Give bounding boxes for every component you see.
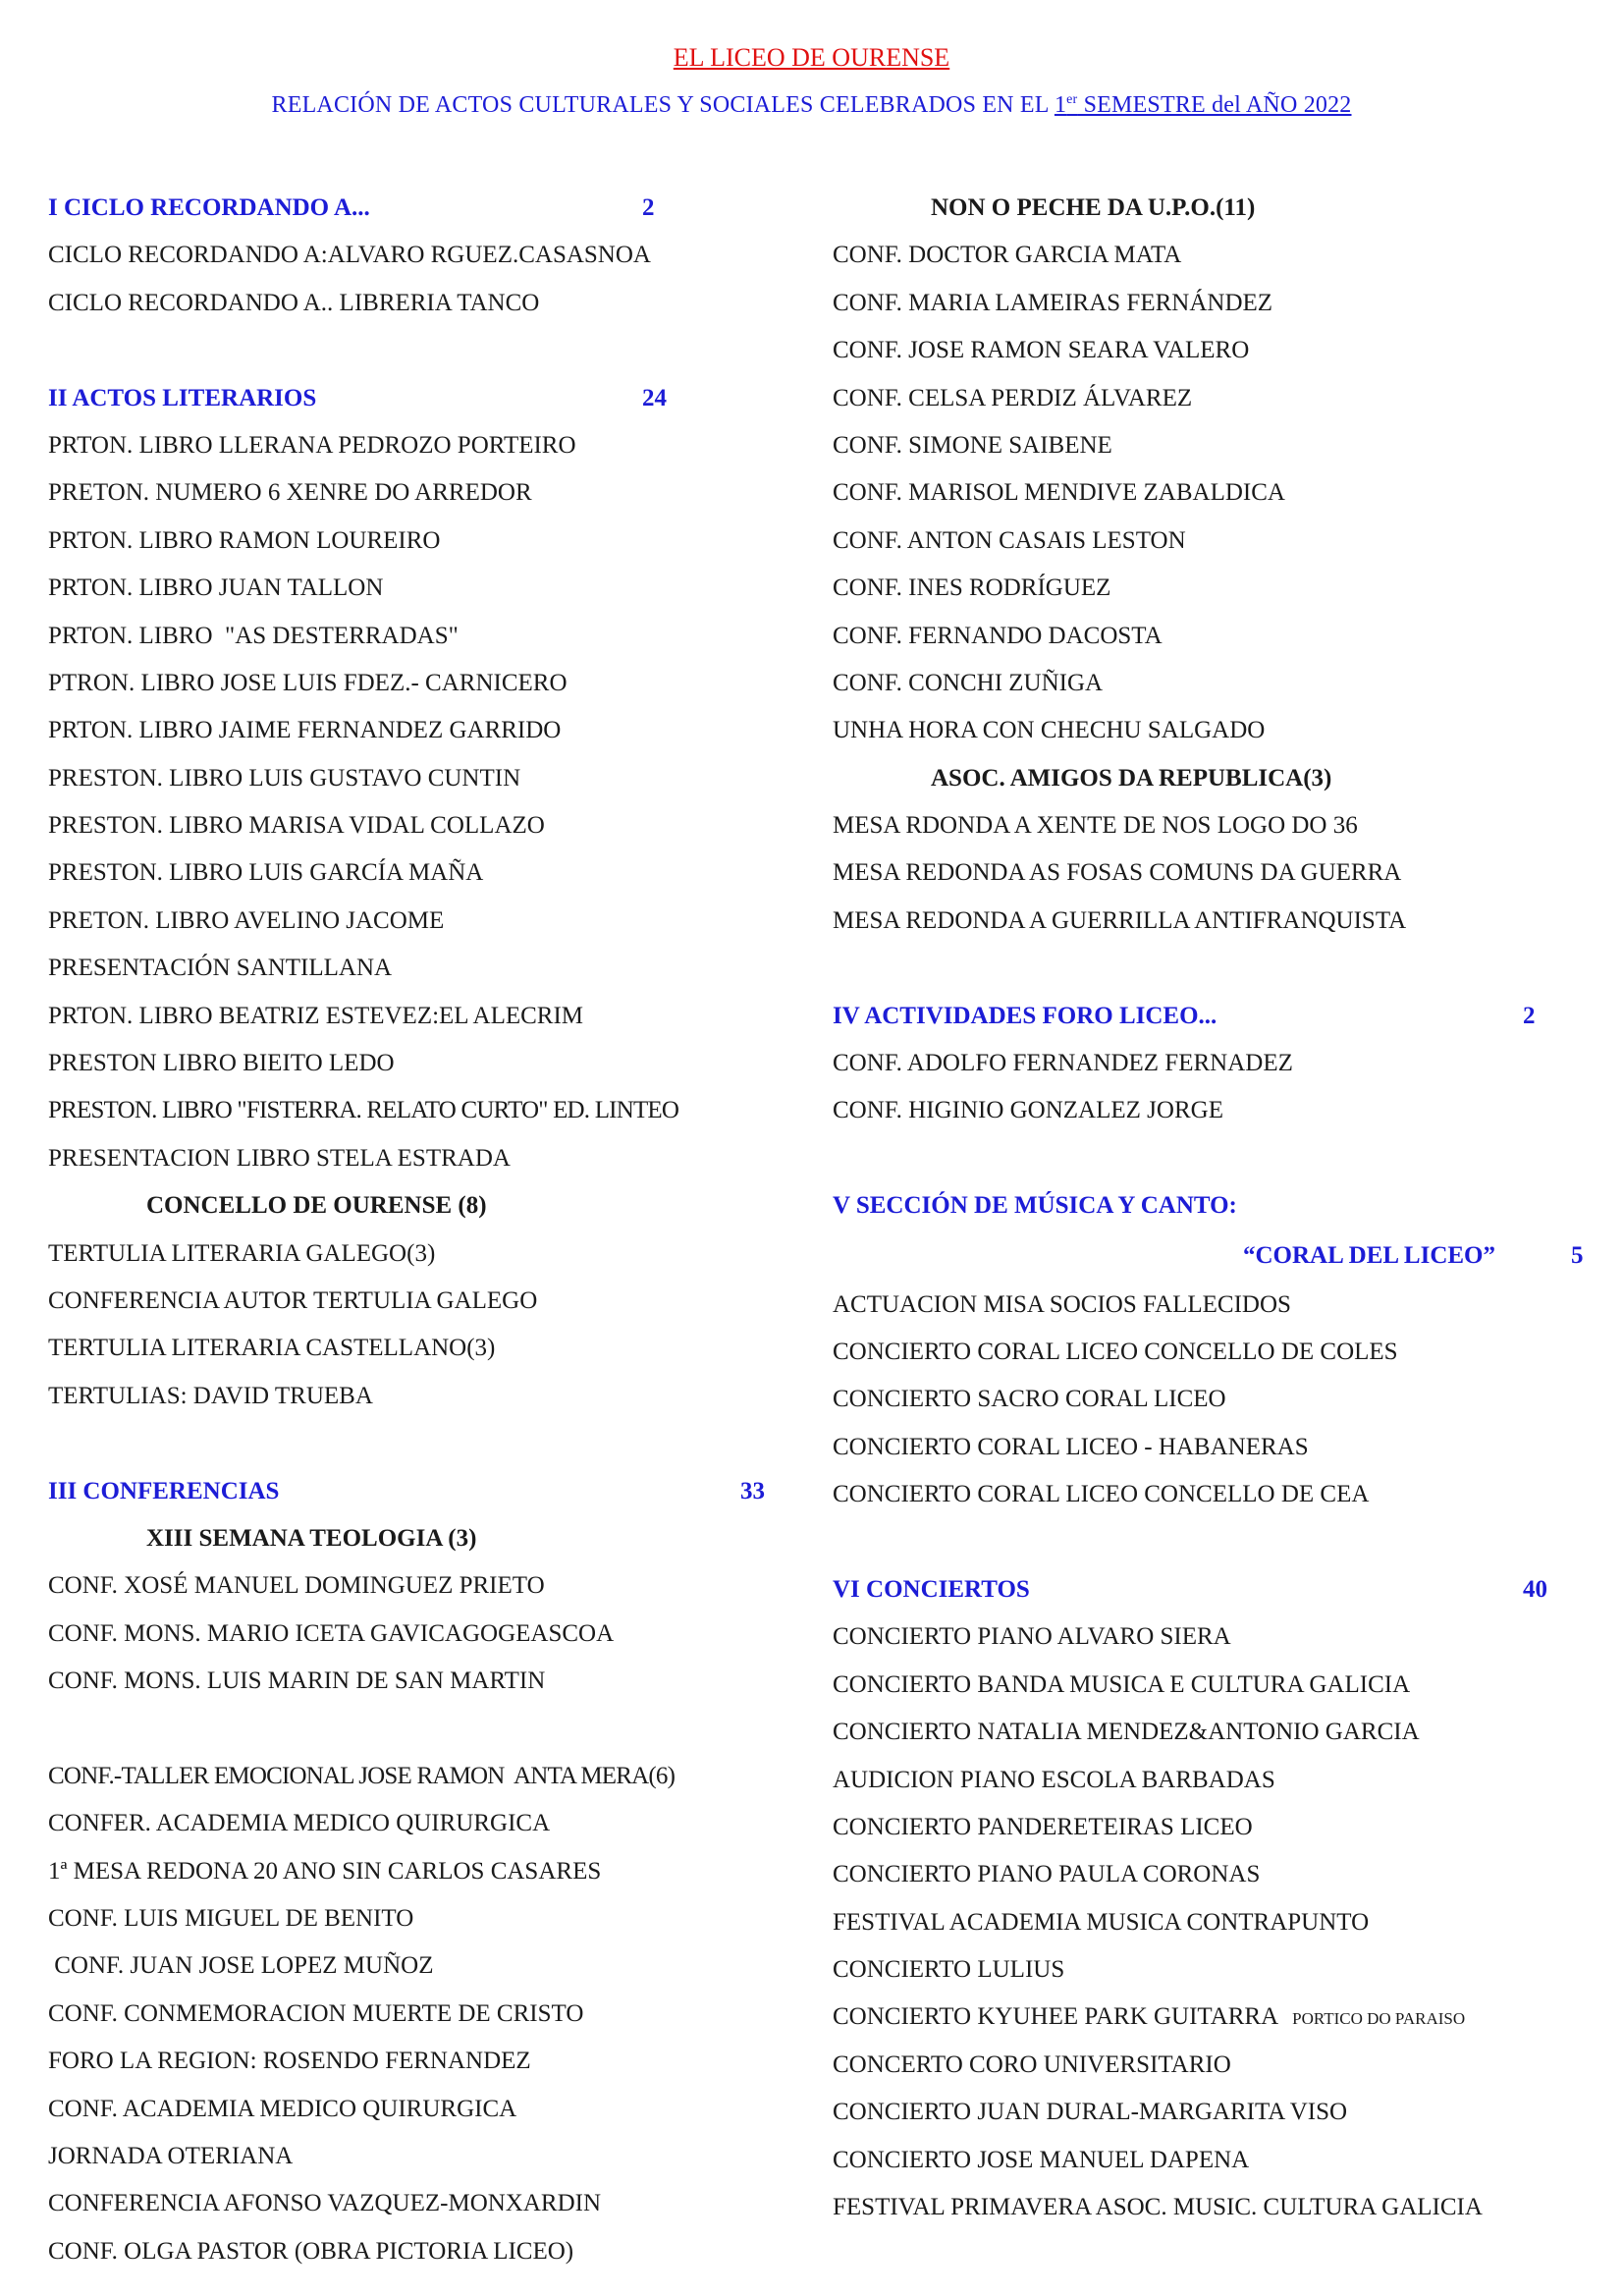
- subsection-heading: CONCELLO DE OURENSE (8): [146, 1192, 487, 1220]
- list-item: CONFERENCIA AUTOR TERTULIA GALEGO: [48, 1286, 538, 1314]
- section-heading: IV ACTIVIDADES FORO LICEO... 2: [833, 993, 1608, 1040]
- subsection-heading: “CORAL DEL LICEO” 5: [833, 1230, 1608, 1282]
- list-item: PRESTON. LIBRO LUIS GARCÍA MAÑA: [48, 859, 484, 887]
- list-item: CICLO RECORDANDO A.. LIBRERIA TANCO: [48, 289, 540, 316]
- list-item: CONF. ACADEMIA MEDICO QUIRURGICA: [48, 2095, 517, 2122]
- list-item: TERTULIA LITERARIA GALEGO(3): [48, 1239, 436, 1267]
- list-item: JORNADA OTERIANA: [48, 2143, 294, 2170]
- subsection-heading: XIII SEMANA TEOLOGIA (3): [146, 1524, 477, 1552]
- list-item: PRESENTACION LIBRO STELA ESTRADA: [48, 1144, 511, 1172]
- list-item: PRTON. LIBRO RAMON LOUREIRO: [48, 526, 441, 554]
- list-item: CONF. MARISOL MENDIVE ZABALDICA: [833, 479, 1285, 507]
- section-count: 33: [740, 1477, 765, 1504]
- list-item: CONCIERTO PANDERETEIRAS LICEO: [833, 1813, 1253, 1840]
- list-item: AUDICION PIANO ESCOLA BARBADAS: [833, 1766, 1275, 1793]
- section-heading: II ACTOS LITERARIOS 24: [48, 375, 834, 422]
- list-item: CONF. CONCHI ZUÑIGA: [833, 669, 1104, 696]
- list-item: CONCIERTO LULIUS: [833, 1956, 1065, 1984]
- list-item: CONCERTO CORO UNIVERSITARIO: [833, 2050, 1231, 2078]
- list-item: CONCIERTO BANDA MUSICA E CULTURA GALICIA: [833, 1670, 1411, 1698]
- list-item: CONF. MONS. MARIO ICETA GAVICAGOGEASCOA: [48, 1619, 615, 1647]
- section-heading: I CICLO RECORDANDO A... 2: [48, 185, 834, 232]
- list-item: MESA REDONDA A GUERRILLA ANTIFRANQUISTA: [833, 906, 1407, 934]
- document-title: EL LICEO DE OURENSE: [673, 43, 950, 72]
- section-heading: III CONFERENCIAS 33: [48, 1468, 834, 1515]
- list-item: CONF. MARIA LAMEIRAS FERNÁNDEZ: [833, 289, 1273, 316]
- list-item: CONCIERTO JUAN DURAL-MARGARITA VISO: [833, 2099, 1348, 2126]
- list-item: CONF. HIGINIO GONZALEZ JORGE: [833, 1097, 1223, 1124]
- list-item: PRESENTACIÓN SANTILLANA: [48, 955, 393, 982]
- section-count: 40: [1523, 1575, 1547, 1603]
- list-item: CONF. CONMEMORACION MUERTE DE CRISTO: [48, 1999, 584, 2027]
- list-item: CONCIERTO KYUHEE PARK GUITARRA PORTICO DO PARAISO: [833, 2003, 1466, 2031]
- list-item: PTRON. LIBRO JOSE LUIS FDEZ.- CARNICERO: [48, 669, 568, 696]
- list-item: CONF. OLGA PASTOR (OBRA PICTORIA LICEO): [48, 2237, 574, 2265]
- list-item: CONF. DOCTOR GARCIA MATA: [833, 242, 1182, 269]
- list-item: FESTIVAL PRIMAVERA ASOC. MUSIC. CULTURA GALICIA: [833, 2194, 1483, 2221]
- subsection-heading: NON O PECHE DA U.P.O.(11): [931, 194, 1256, 221]
- list-item: CONCIERTO NATALIA MENDEZ&ANTONIO GARCIA: [833, 1719, 1420, 1746]
- list-item: FESTIVAL ACADEMIA MUSICA CONTRAPUNTO: [833, 1908, 1370, 1936]
- item-note: PORTICO DO PARAISO: [1292, 2009, 1466, 2029]
- section-count: 24: [642, 384, 667, 411]
- list-item: FORO LA REGION: ROSENDO FERNANDEZ: [48, 2048, 531, 2075]
- list-item: CONFER. ACADEMIA MEDICO QUIRURGICA: [48, 1810, 551, 1837]
- list-item: CONCIERTO CORAL LICEO CONCELLO DE CEA: [833, 1481, 1370, 1508]
- list-item: PRETON. NUMERO 6 XENRE DO ARREDOR: [48, 479, 532, 507]
- list-item: CONCIERTO PIANO ALVARO SIERA: [833, 1623, 1231, 1651]
- section-heading: V SECCIÓN DE MÚSICA Y CANTO:: [833, 1192, 1237, 1220]
- list-item: CONF. MONS. LUIS MARIN DE SAN MARTIN: [48, 1667, 546, 1695]
- subsection-heading: ASOC. AMIGOS DA REPUBLICA(3): [931, 764, 1332, 792]
- list-item: CONF. SIMONE SAIBENE: [833, 431, 1112, 459]
- section-heading: VI CONCIERTOS 40: [833, 1566, 1608, 1613]
- list-item: PRESTON LIBRO BIEITO LEDO: [48, 1050, 395, 1077]
- list-item: UNHA HORA CON CHECHU SALGADO: [833, 717, 1266, 744]
- list-item: PRTON. LIBRO BEATRIZ ESTEVEZ:EL ALECRIM: [48, 1002, 584, 1029]
- section-count: 2: [1523, 1002, 1536, 1029]
- list-item: CICLO RECORDANDO A:ALVARO RGUEZ.CASASNOA: [48, 242, 651, 269]
- list-item: CONF. JOSE RAMON SEARA VALERO: [833, 337, 1250, 364]
- list-item: PRETON. LIBRO AVELINO JACOME: [48, 906, 445, 934]
- list-item: CONFERENCIA AFONSO VAZQUEZ-MONXARDIN: [48, 2190, 602, 2217]
- list-item: CONCIERTO PIANO PAULA CORONAS: [833, 1861, 1261, 1888]
- list-item: PRESTON. LIBRO MARISA VIDAL COLLAZO: [48, 812, 545, 840]
- list-item: ACTUACION MISA SOCIOS FALLECIDOS: [833, 1290, 1291, 1318]
- list-item: CONF. INES RODRÍGUEZ: [833, 574, 1111, 602]
- list-item: TERTULIAS: DAVID TRUEBA: [48, 1382, 373, 1409]
- list-item: PRTON. LIBRO LLERANA PEDROZO PORTEIRO: [48, 431, 576, 459]
- list-item: CONF. JUAN JOSE LOPEZ MUÑOZ: [48, 1952, 434, 1980]
- list-item: TERTULIA LITERARIA CASTELLANO(3): [48, 1335, 496, 1362]
- list-item: PRTON. LIBRO JUAN TALLON: [48, 574, 384, 602]
- list-item: CONCIERTO CORAL LICEO CONCELLO DE COLES: [833, 1338, 1398, 1365]
- list-item: CONF.-TALLER EMOCIONAL JOSE RAMON ANTA MERA(6): [48, 1762, 676, 1789]
- list-item: PRESTON. LIBRO LUIS GUSTAVO CUNTIN: [48, 764, 521, 792]
- list-item: 1ª MESA REDONA 20 ANO SIN CARLOS CASARES: [48, 1857, 602, 1885]
- list-item: CONF. LUIS MIGUEL DE BENITO: [48, 1905, 414, 1933]
- list-item: CONCIERTO JOSE MANUEL DAPENA: [833, 2146, 1250, 2173]
- list-item: MESA RDONDA A XENTE DE NOS LOGO DO 36: [833, 812, 1358, 840]
- list-item: CONCIERTO CORAL LICEO - HABANERAS: [833, 1433, 1309, 1460]
- list-item: CONF. XOSÉ MANUEL DOMINGUEZ PRIETO: [48, 1572, 545, 1600]
- list-item: CONCIERTO SACRO CORAL LICEO: [833, 1386, 1226, 1413]
- section-count: 5: [1571, 1241, 1584, 1269]
- list-item: PRTON. LIBRO "AS DESTERRADAS": [48, 622, 459, 649]
- document-subtitle: RELACIÓN DE ACTOS CULTURALES Y SOCIALES CELEBRADOS EN EL 1er SEMESTRE del AÑO 2022: [271, 92, 1352, 118]
- list-item: PRTON. LIBRO JAIME FERNANDEZ GARRIDO: [48, 717, 562, 744]
- list-item: CONF. ANTON CASAIS LESTON: [833, 526, 1186, 554]
- left-column: [48, 185, 834, 2275]
- list-item: CONF. ADOLFO FERNANDEZ FERNADEZ: [833, 1050, 1293, 1077]
- list-item: PRESTON. LIBRO "FISTERRA. RELATO CURTO" ED. LINTEO: [48, 1097, 679, 1124]
- section-count: 2: [642, 194, 655, 221]
- list-item: CONF. CELSA PERDIZ ÁLVAREZ: [833, 384, 1193, 411]
- list-item: MESA REDONDA AS FOSAS COMUNS DA GUERRA: [833, 859, 1402, 887]
- right-column: [833, 185, 1608, 2231]
- list-item: CONF. FERNANDO DACOSTA: [833, 622, 1163, 649]
